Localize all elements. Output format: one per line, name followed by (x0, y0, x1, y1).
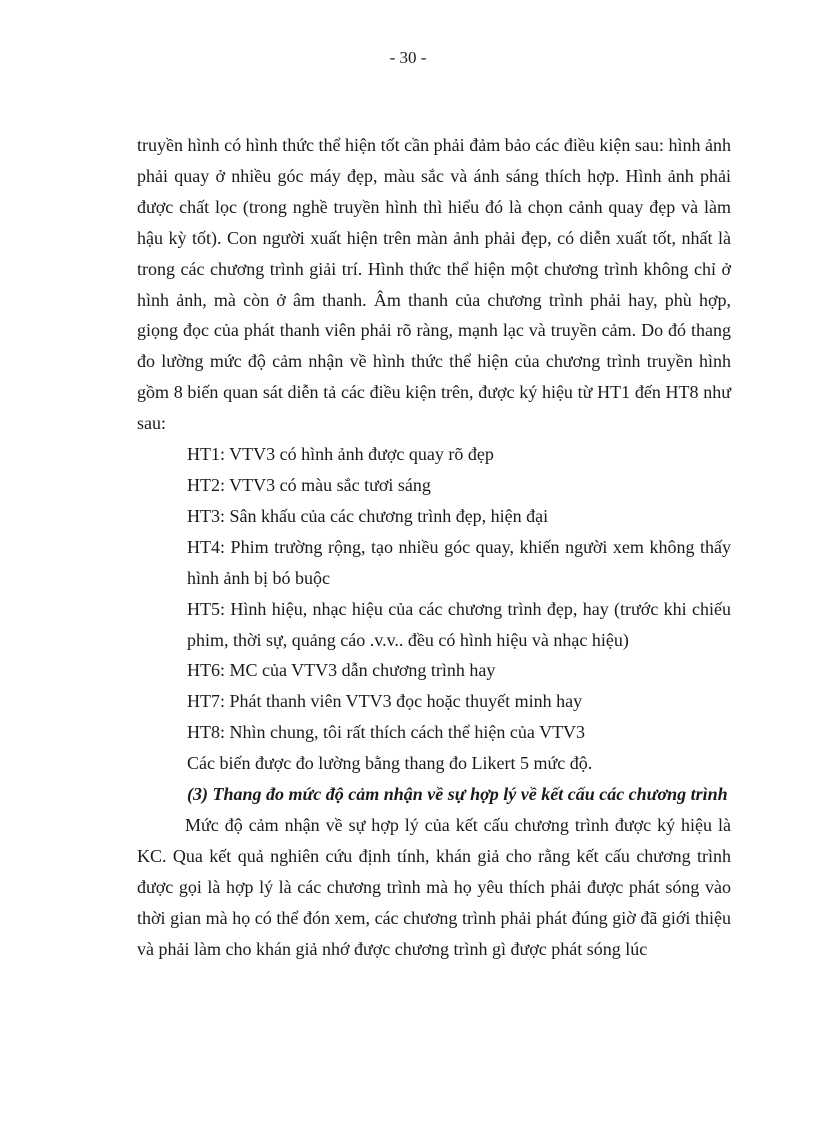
page-number: - 30 - (389, 48, 427, 67)
section-paragraph: Mức độ cảm nhận về sự hợp lý của kết cấu chương trình được ký hiệu là KC. Qua kết quả nghiên cứu định tính, khán giả cho rằng kết cấu chương trình được gọi là hợp lý là các chương trình mà họ yêu thích phải được phát sóng vào thời gian mà họ có thể đón xem, các chương trình phải phát đúng giờ đã giới thiệu và phải làm cho khán giả nhớ được chương trình gì được phát sóng lúc (137, 814, 731, 959)
list-item-ht6: HT6: MC của VTV3 dẫn chương trình hay (187, 660, 496, 681)
list-item-ht7: HT7: Phát thanh viên VTV3 đọc hoặc thuyết minh hay (187, 691, 583, 712)
list-item-ht3: HT3: Sân khấu của các chương trình đẹp, hiện đại (187, 505, 549, 526)
list-item-ht5: HT5: Hình hiệu, nhạc hiệu của các chương trình đẹp, hay (trước khi chiếu phim, thời sự, quảng cáo .v.v.. đều có hình hiệu và nhạc hiệu) (187, 598, 731, 650)
section-heading: (3) Thang đo mức độ cảm nhận về sự hợp lý về kết cấu các chương trình (187, 784, 728, 805)
list-item-ht4: HT4: Phim trường rộng, tạo nhiều góc quay, khiến người xem không thấy hình ảnh bị bó buộc (187, 536, 731, 588)
page-body (137, 130, 731, 964)
intro-paragraph: truyền hình có hình thức thể hiện tốt cần phải đảm bảo các điều kiện sau: hình ảnh phải quay ở nhiều góc máy đẹp, màu sắc và ánh sáng thích hợp. Hình ảnh phải được chất lọc (trong nghề truyền hình thì hiểu đó là chọn cảnh quay đẹp và làm hậu kỳ tốt). Con người xuất hiện trên màn ảnh phải đẹp, có diễn xuất tốt, nhất là trong các chương trình giải trí. Hình thức thể hiện một chương trình không chỉ ở hình ảnh, mà còn ở âm thanh. Âm thanh của chương trình phải hay, phù hợp, giọng đọc của phát thanh viên phải rõ ràng, mạnh lạc và truyền cảm. Do đó thang đo lường mức độ cảm nhận về hình thức thể hiện của chương trình truyền hình gồm 8 biến quan sát diễn tả các điều kiện trên, được ký hiệu từ HT1 đến HT8 như sau: (137, 135, 731, 434)
likert-note: Các biến được đo lường bằng thang đo Likert 5 mức độ. (187, 753, 593, 774)
list-item-ht8: HT8: Nhìn chung, tôi rất thích cách thể hiện của VTV3 (187, 722, 586, 743)
list-item-ht1: HT1: VTV3 có hình ảnh được quay rõ đẹp (187, 444, 494, 465)
list-item-ht2: HT2: VTV3 có màu sắc tươi sáng (187, 474, 431, 495)
